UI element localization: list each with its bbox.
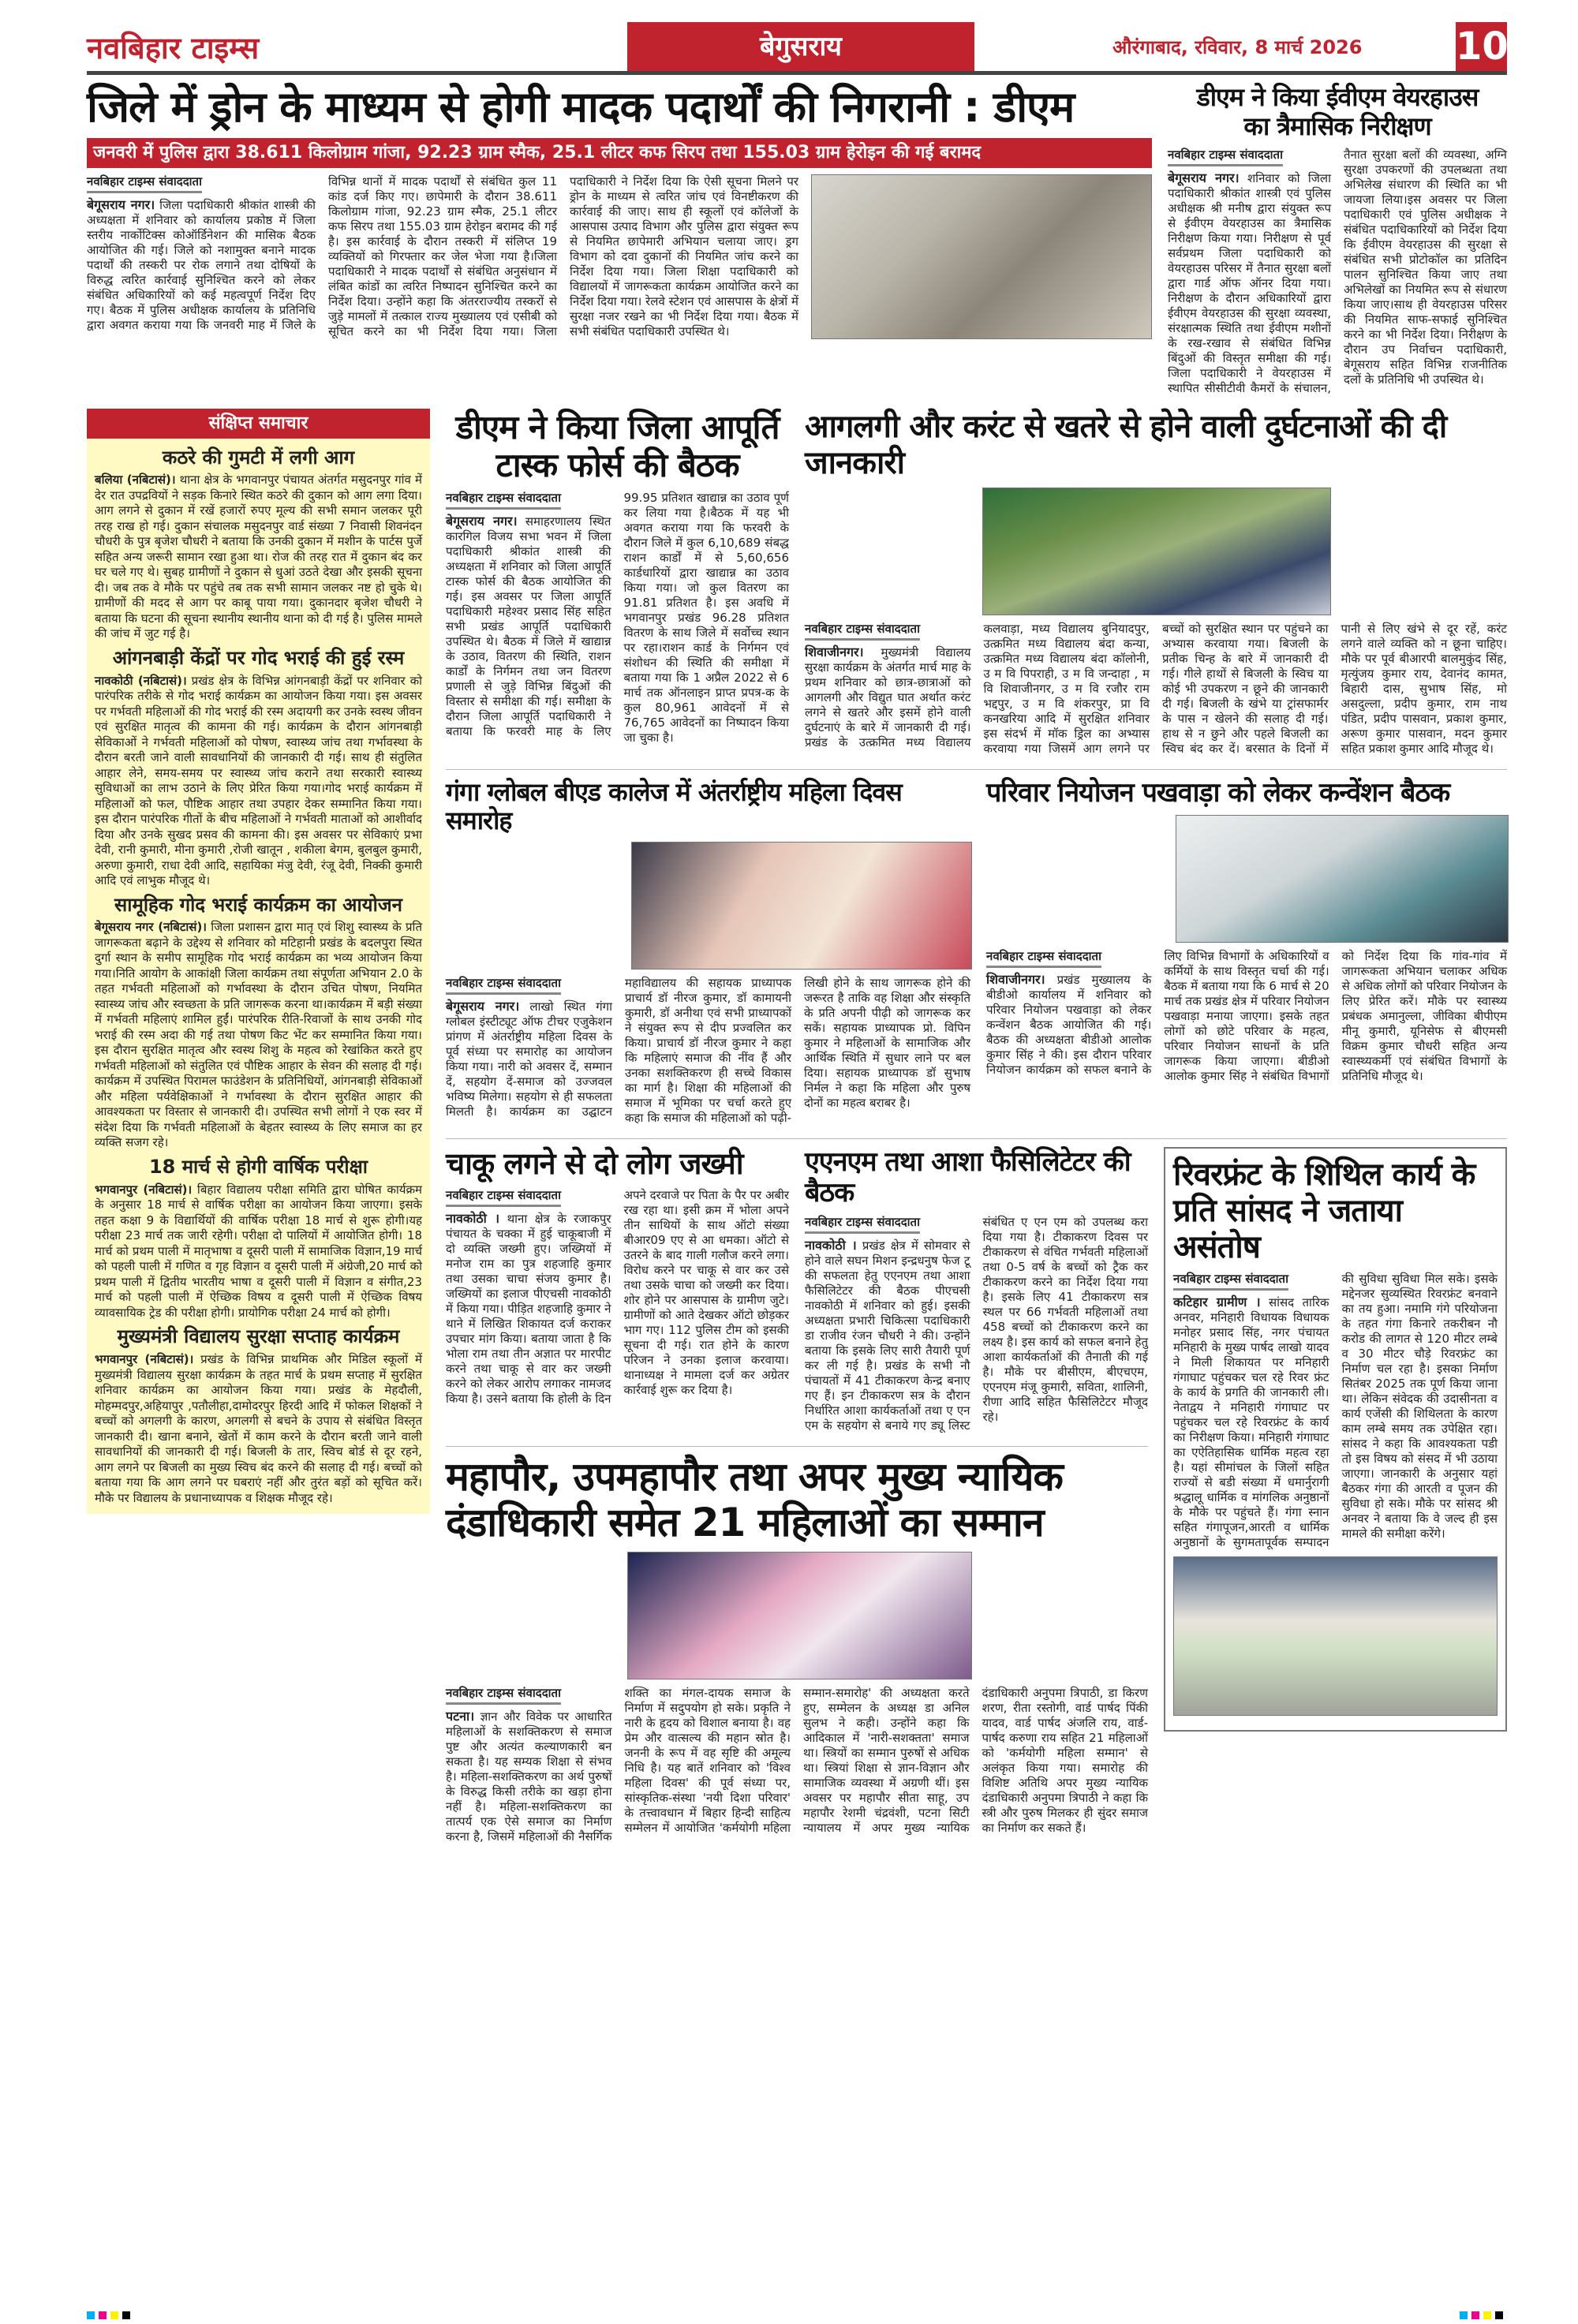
mayor-article [446,1686,1148,1844]
family-byline: नवबिहार टाइम्स संवाददाता [986,949,1101,968]
brief-item-body: प्रखंड के विभिन्न प्राथमिक और मिडिल स्कूलों में मुख्यमंत्री विद्यालय सुरक्षा कार्यक्रम के तहत मार्च के प्रथम सप्ताह में सुरक्षित शनिवार कार्यक्रम का आयोजन किया गया। प्रखंड के मेहदौली, मोहम्मदपुर,अहियापुर ,पतौलीहा,दामोदरपुर हिरदी आदि में फोकल शिक्षकों ने बच्चों को अगलगी के कारण, अगलगी से बचने के उपाय से संबंधित विस्तृत जानकारी दी। खाना बनाने, खेतों में काम करने के दौरान बरती जाने वाली सावधानियों की जानकारी दी गई। बिजली के तार, स्विच बोर्ड से दूर रहने, आग लगने पर बिजली का मुख्य स्विच बंद करने की सलाह दी गई। बच्चों को बताया गया कि आग लगने पर घबराएं नहीं और तुरंत बड़ों को सूचित करें। मौके पर विद्यालय के प्रधानाध्यापक व शिक्षक मौजूद रहे। [95,1352,422,1505]
brief-news-column [87,409,430,1514]
lead-byline: नवबिहार टाइम्स संवाददाता [87,174,202,193]
main-news-area [446,409,1507,1845]
brief-item-body: थाना क्षेत्र के भगवानपुर पंचायत अंतर्गत मसुदनपुर गांव में देर रात उपद्रवियों ने सड़क किनारे स्थित कठरे की दुकान को आग लगा दिया। आग लगने से दुकान में रखें हजारों रुपए मूल्य की सभी समान जलकर पूरी तरह राख हो गई। दुकान संचालक मसुदनपुर वार्ड संख्या 7 निवासी शिवनंदन चौधरी के पुत्र बृजेश चौधरी ने बताया कि उनकी दुकान में मशीन के पार्टस पुर्जे सहित अन्य जरूरी सामान रखा हुआ था। रोज की तरह रात में दुकान बंद कर घर चले गए थे। सुबह ग्रामीणों ने दुकान से धुआं उठते देखा और इसकी सूचना दी। जब तक वे मौके पर पहुंचे तब तक सभी सामान जलकर नष्ट हो चुके थे। ग्रामीणों की मदद से आग पर काबू पाया गया। दुकानदार बृजेश चौधरी ने बताया कि घटना की सूचना स्थानीय स्थानीय थाना को दी गई है। पुलिस मामले की जांच में जुट गई है। [95,473,422,641]
anm-byline: नवबिहार टाइम्स संवाददाता [805,1215,920,1234]
lead-article [87,174,1152,339]
riverfront-article [1173,1272,1498,1550]
supply-story [446,409,789,746]
lead-headline: जिले में ड्रोन के माध्यम से होगी मादक पदार्थों की निगरानी : डीएम [87,82,1075,132]
riverfront-photo [1173,1556,1498,1716]
ganga-headline: गंगा ग्लोबल बीएड कालेज में अंतर्राष्ट्रीय महिला दिवस समारोह [446,776,902,836]
evm-headline-line-1: डीएम ने किया ईवीएम वेयरहाउस [1196,82,1479,112]
ganga-byline: नवबिहार टाइम्स संवाददाता [446,976,561,995]
ganga-dateline: बेगूसराय नगर। [446,999,520,1014]
brief-item-dateline: भगवानपुर (नबिटासं)। [95,1182,193,1197]
lead-body: जिला पदाधिकारी श्रीकांत शास्त्री की अध्यक्षता में शनिवार को कार्यालय प्रकोष्ठ में जिला स्तरीय नार्कोटिक्स कोऑर्डिनेशन की मासिक बैठक आयोजित की गई। जिले को नशामुक्त बनाने मादक पदार्थों की तस्करी पर रोक लगाने तथा दोषियों के विरुद्ध त्वरित कार्रवाई सुनिश्चित करने को लेकर संबंधित अधिकारियों को कई महत्वपूर्ण निर्देश दिए गए। बैठक में पुलिस अधीक्षक कार्यालय के प्रतिनिधि द्वारा अवगत कराया गया कि जनवरी माह में जिले के विभिन्न थानों में मादक पदार्थों से संबंधित कुल 11 कांड दर्ज किए गए। छापेमारी के दौरान 38.611 किलोग्राम गांजा, 92.23 ग्राम स्मैक, 25.1 लीटर कफ सिरप तथा 155.03 ग्राम हेरोइन बरामद की गई है। इस कार्रवाई के दौरान तस्करी में संलिप्त 19 व्यक्तियों को गिरफ्तार कर जेल भेजा गया है।जिला पदाधिकारी ने मादक पदार्थों से संबंधित अनुसंधान में लंबित कांडों का त्वरित निष्पादन सुनिश्चित करने का निर्देश दिया। उन्होंने कहा कि अंतरराज्यीय तस्करों से जुड़े मामलों में तत्काल राज्य मुख्यालय एवं एसीबी को सूचित करने का भी निर्देश दिया गया। जिला पदाधिकारी ने निर्देश दिया कि ऐसी सूचना मिलने पर ड्रोन के माध्यम से त्वरित जांच एवं विनष्टीकरण की कार्रवाई की जाए। साथ ही स्कूलों एवं कॉलेजों के आसपास उत्पाद विभाग और पुलिस द्वारा संयुक्त रूप से नियमित छापेमारी अभियान चलाया जाए। ड्रग विभाग को दवा दुकानों की नियमित जांच करने का निर्देश दिया गया। जिला शिक्षा पदाधिकारी को विद्यालयों में जागरूकता कार्यक्रम आयोजित करने का निर्देश दिया गया। रेलवे स्टेशन एवं आसपास के क्षेत्रों में सुरक्षा नजर रखने का भी निर्देश दिया गया। बैठक में सभी संबंधित पदाधिकारी उपस्थित थे। [87,174,798,339]
evm-dateline: बेगूसराय नगर। [1168,170,1240,185]
brief-item-dateline: बलिया (नबिटासं)। [95,473,176,488]
fire-dateline: शिवाजीनगर। [805,644,864,659]
fire-byline: नवबिहार टाइम्स संवाददाता [805,622,920,641]
riverfront-byline: नवबिहार टाइम्स संवाददाता [1173,1272,1288,1291]
registration-mark [1483,2311,1491,2319]
knife-byline: नवबिहार टाइम्स संवाददाता [446,1188,561,1207]
fire-story [805,409,1507,757]
masthead [87,22,1507,71]
fire-headline: आगलगी और करंट से खतरे से होने वाली दुर्घटनाओं की दी जानकारी [805,408,1447,481]
news-row-2 [446,769,1507,1127]
newspaper-name: नवबिहार टाइम्स [87,31,260,65]
newspaper-page [87,0,1507,1860]
family-story [986,778,1507,1084]
registration-mark [1471,2311,1479,2319]
brief-item-body: जिला प्रशासन द्वारा मातृ एवं शिशु स्वास्थ्य के प्रति जागरूकता बढ़ाने के उद्देश्य से शनिवार को मटिहानी प्रखंड के बदलपुरा स्थित दुर्गा स्थान के समीप सामूहिक गोद भराई कार्यक्रम का भव्य आयोजन किया गया।निति आयोग के आकांक्षी जिला कार्यक्रम तथा संपूर्णता अभियान 2.0 के तहत गर्भवती महिलाओं को गर्भावस्था के दौरान उचित पोषण, नियमित स्वास्थ्य जांच और स्वच्छता के प्रति जागरूक करना था।कार्यक्रम में बड़ी संख्या में गर्भवती महिलाएं शामिल हुईं। पारंपरिक रीति-रिवाजों के साथ उनकी गोद भराई की रस्म अदा की गई तथा पोषण किट भेंट कर सम्मानित किया गया। इस दौरान सुरक्षित मातृत्व और स्वस्थ शिशु के महत्व को रेखांकित करते हुए गर्भवती महिलाओं को संतुलित एवं पौष्टिक आहार के सेवन की सलाह दी गई। कार्यक्रम में उपस्थित पिरामल फाउंडेशन के प्रतिनिधियों, आंगनबाड़ी सेविकाओं और महिला पर्यवेक्षिकाओं ने गर्भावस्था के दौरान सुरक्षित आहार की आवश्यकता पर विस्तार से जानकारी दी। उपस्थित सभी लोगों ने एक स्वर में संदेश दिया कि गर्भवती महिलाओं के बेहतर स्वास्थ्य के लिए समाज का हर व्यक्ति सजग रहे। [95,920,422,1150]
brief-item-body: बिहार विद्यालय परीक्षा समिति द्वारा घोषित कार्यक्रम के अनुसार 18 मार्च से वार्षिक परीक्षा का आयोजन किया जाएगा। इसके तहत कक्षा 9 के विद्यार्थियों की वार्षिक परीक्षा 18 मार्च से शुरू होगी।यह परीक्षा 23 मार्च तक जारी रहेगी। परीक्षा दो पालियों में आयोजित होगी। 18 मार्च को प्रथम पाली में मातृभाषा व दूसरी पाली में सामाजिक विज्ञान,19 मार्च को पहली पाली में गणित व गृह विज्ञान व दूसरी पाली में अंग्रेजी,20 मार्च को प्रथम पाली में द्वितीय भारतीय भाषा व दूसरी पाली में विज्ञान व संगीत,23 मार्च को पहली पाली में ऐच्छिक विषय व दूसरी पाली में ऐच्छिक विषय व्यावसायिक ट्रेड की परीक्षा होगी। प्रायोगिक परीक्षा 24 मार्च को होगी। [95,1182,422,1320]
brief-item [95,894,422,1151]
evm-headline-line-2: का त्रैमासिक निरीक्षण [1243,110,1431,141]
brief-item-body: प्रखंड क्षेत्र के विभिन्न आंगनबाड़ी केंद्रों पर शनिवार को पारंपरिक तरीके से गोद भराई कार्यक्रम का आयोजन किया गया। इस अवसर पर गर्भवती महिलाओं की गोद भराई की रस्म अदायगी कर उनके स्वस्थ जीवन एवं सुरक्षित मातृत्व की कामना की गई। कार्यक्रम के दौरान आंगनबाड़ी सेविकाओं ने गर्भवती महिलाओं को पोषण, स्वास्थ्य जांच तथा गर्भावस्था के दौरान बरती जाने वाली सावधानियों की जानकारी दी गई। साथ ही संतुलित आहार लेने, समय-समय पर स्वास्थ्य जांच कराने तथा सरकारी स्वास्थ्य सुविधाओं का लाभ उठाने के लिए प्रेरित किया गया।गोद भराई कार्यक्रम में महिलाओं को फल, पौष्टिक आहार तथा उपहार देकर सम्मानित किया गया। इस दौरान पारंपरिक गीतों के बीच महिलाओं ने गर्भवती माताओं को आशीर्वाद दिया और उनके सुखद प्रसव की कामना की। इस अवसर पर सेविकाएं प्रभा देवी, रानी कुमारी, मीना कुमारी ,रोजी खातून , शकीला बेगम, बुलबुल कुमारी, अरुणा कुमारी, राधा देवी आदि, सहायिका मंजु देवी, रंजू देवी, निक्की कुमारी आदि एवं लाभुक मौजूद थे। [95,673,422,888]
anm-article [805,1215,1148,1433]
riverfront-box [1164,1147,1507,1732]
lead-banner: जनवरी में पुलिस द्वारा 38.611 किलोग्राम गांजा, 92.23 ग्राम स्मैक, 25.1 लीटर कफ सिरप तथा 155.03 ग्राम हेरोइन की गई बरामद [87,138,1152,168]
knife-headline: चाकू लगने से दो लोग जख्मी [446,1146,743,1182]
family-headline: परिवार नियोजन पखवाड़ा को लेकर कन्वेंशन बैठक [986,776,1450,809]
evm-byline: नवबिहार टाइम्स संवाददाता [1168,148,1283,166]
riverfront-body: सांसद तारिक अनवर, मनिहारी विधायक विधायक मनोहर प्रसाद सिंह, नगर पंचायत मनिहारी के मुख्य पार्षद लाखो यादव ने मिली शिकायत पर मनिहारी गंगाघाट पहुंचकर चल रहे रिवर फ्रंट के कार्य के प्रगति की जानकारी ली। नेताद्वय ने मनिहारी गंगाघाट पर पहुंचकर चल रहे रिवरफ्रंट के कार्य का निरीक्षण किया। मनिहारी गंगाघाट का एऐतिहासिक धार्मिक महत्व रहा है। यहां सीमांचल के जिलों सहित राज्यों से बडी संख्या में धमार्नुरागी श्रद्धालू धार्मिक व मांगलिक अनुष्ठानों के मौके पर पहुंचते हैं। गंगा स्नान सहित गंगापूजन,आरती व धार्मिक अनुष्ठानों के सुगमतापूर्वक सम्पादन की सुविधा सुविधा मिल सके। इसके मद्देनजर सुव्यस्थित रिवरफ्रंट बनवाने का तय हुआ। नमामि गंगे परियोजना के तहत गंगा किनारे तकरीबन नौ करोड की लागत से 120 मीटर लम्बे व 30 मीटर चौड़े रिवरफ्रंट का निर्माण चल रहा है। इसका निर्माण सितंबर 2025 तक पूर्ण किया जाना था। लेकिन संवेदक की उदासीनता व कार्य एजेंसी की शिथिलता के कारण काम लम्बे समय तक उपेक्षित रहा। सांसद ने कहा कि आवश्यकता पडी तो इस विषय को संसद में भी उठाया जाएगा। जानकारी के अनुसार यहां बैठकर गंगा की आरती व पूजन की सुविधा हो सके। मौके पर सांसद श्री अनवर ने बताया कि वे जल्द ही इस मामले की समीक्षा करेंगे। [1173,1272,1498,1550]
page-number: 10 [1456,22,1507,71]
family-photo [1176,815,1509,943]
riverfront-dateline: कटिहार ग्रामीण । [1173,1295,1261,1310]
anm-headline: एएनएम तथा आशा फैसिलिटेटर की बैठक [805,1146,1131,1209]
row-3-left [446,1147,1148,1844]
knife-anm-row [446,1147,1148,1433]
lead-body-columns [87,174,798,339]
brief-news-list [87,439,430,1514]
mayor-headline: महापौर, उपमहापौर तथा अपर मुख्य न्यायिक दंडाधिकारी समेत 21 महिलाओं का सम्मान [446,1454,1063,1545]
registration-mark [1495,2311,1503,2319]
brief-item-dateline: बेगूसराय नगर (नबिटासं)। [95,920,207,935]
registration-mark [110,2311,118,2319]
anm-story [805,1147,1148,1433]
evm-article [1168,148,1507,396]
fire-photo [982,488,1331,615]
anm-body: प्रखंड क्षेत्र में सोमवार से होने वाले सघन मिशन इन्द्रधनुष फेज टू की सफलता हेतु एएनएम तथा आशा फैसिलिटेटर की बैठक पीएचसी नावकोठी में शनिवार को हुई। इसकी अध्यक्षता प्रभारी चिकित्सा पदाधिकारी डा राजीव रंजन चौधरी ने की। उन्होंने बताया कि इसके लिए सारी तैयारी पूर्ण कर ली गई है। प्रखंड के सभी नौ पंचायतों में 41 टीकाकरण केन्द्र बनाए गए हैं। इन टीकाकरण सत्र के दौरान निर्धारित आशा कार्यकर्ताओं तथा ए एन एम के सहयोग से बनाये गए ड्यू लिस्ट संबंधित ए एन एम को उपलब्ध करा दिया गया है। टीकाकरण दिवस पर टीकाकरण से वंचित गर्भवती महिलाओं तथा 0-5 वर्ष के बच्चों को ट्रैक कर टीकाकरण करने का निर्देश दिया गया है। इसके लिए 41 टीकाकरण सत्र स्थल पर 66 गर्भवती महिलाओं तथा 458 बच्चों को टीकाकरण करने का लक्ष्य है। इस कार्य को सफल बनाने हेतु आशा कार्यकर्ताओं की तैनाती की गई है। मौके पर बीसीएम, बीएचएम, एएनएम मंजू कुमारी, सविता, शालिनी, रीणा आदि सहित फैसिलिटेटर मौजूद रहे। [805,1215,1148,1433]
knife-story [446,1147,789,1407]
brief-item [95,446,422,642]
family-article [986,949,1507,1084]
brief-item-title: मुख्यमंत्री विद्यालय सुरक्षा सप्ताह कार्यक्रम [117,1325,400,1348]
registration-mark [87,2311,95,2319]
evm-body: शनिवार को जिला पदाधिकारी श्रीकांत शास्त्री एवं पुलिस अधीक्षक श्री मनीष द्वारा संयुक्त रूप से ईवीएम वेयरहाउस का त्रैमासिक निरीक्षण किया गया। निरीक्षण से पूर्व सर्वप्रथम जिला पदाधिकारी को वेयरहाउस परिसर में तैनात सुरक्षा बलों द्वारा गार्ड ऑफ ऑनर दिया गया। निरीक्षण के दौरान अधिकारियों द्वारा ईवीएम वेयरहाउस की सुरक्षा व्यवस्था, संरक्षात्मक स्थिति तथा ईवीएम मशीनों के रख-रखाव से संबंधित विभिन्न बिंदुओं की विस्तृत समीक्षा की गई।जिला पदाधिकारी ने वेयरहाउस में स्थापित सीसीटीवी कैमरों के संचालन, तैनात सुरक्षा बलों की व्यवस्था, अग्नि सुरक्षा उपकरणों की उपलब्धता तथा अभिलेख संधारण की स्थिति का भी जायजा लिया।इस अवसर पर जिला पदाधिकारी एवं पुलिस अधीक्षक ने संबंधित पदाधिकारियों को निर्देश दिया कि ईवीएम वेयरहाउस की सुरक्षा से संबंधित सभी प्रोटोकॉल का प्रतिदिन पालन सुनिश्चित किया जाए तथा अभिलेखों का नियमित रूप से संधारण किया जाए।साथ ही वेयरहाउस परिसर की नियमित साफ-सफाई सुनिश्चित करने का भी निर्देश दिया। निरीक्षण के दौरान उप निर्वाचन पदाधिकारी, बेगूसराय सहित विभिन्न राजनीतिक दलों के प्रतिनिधि भी उपस्थित थे। [1168,147,1507,395]
brief-item-title: कठरे की गुमटी में लगी आग [162,446,355,469]
lower-section [87,409,1507,1845]
fire-body: मुख्यमंत्री विद्यालय सुरक्षा कार्यक्रम के अंतर्गत मार्च माह के प्रथम शनिवार को छात्र-छात्राओं को आगलगी और विद्युत घात अर्थात करंट लगने से खतरे और इसमें होने वाली दुर्घटनाएं के बारे में जानकारी दी गई। प्रखंड के उत्क्रमित मध्य विद्यालय कलवाड़ा, मध्य विद्यालय बुनियादपुर, उत्क्रमित मध्य विद्यालय बंदा कन्या, उत्क्रमित मध्य विद्यालय बंदा कॉलोनी, उ म वि पिपराही, उ म वि जन्दाहा , म वि शिवाजीनगर, उ म वि रजौर राम भद्दपुर, उ म वि शंकरपुर, प्रा वि कनखरिया आदि में सुरक्षित शनिवार इस संदर्भ में मॉक ड्रिल का अभ्यास करवाया गया जिसमें आग लगने पर बच्चों को सुरक्षित स्थान पर पहुंचने का अभ्यास करवाया गया। बिजली के प्रतीक चिन्ह के बारे में जानकारी दी गई। गीले हाथों से बिजली के स्विच या कोई भी उपकरण न छूने की जानकारी दी गई। बिजली के खंभे या ट्रांसफार्मर के पास न खेलने की सलाह दी गई। हाथ से न छुने और पहले बिजली का स्विच बंद कर दें। बरसात के दिनों में पानी से लिए खंभे से दूर रहें, करंट लगने वाले व्यक्ति को न छूना चाहिए। मौके पर पूर्व बीआरपी बालमुकुंद सिंह, मृत्युंजय कुमार राय, देवानंद कामत, बिहारी दास, सुभाष सिंह, मो असदुल्ला, प्रदीप कुमार, राम नाथ पंडित, प्रदीप पासवान, प्रकाश कुमार, अरूण कुमार पासवान, मदन कुमार सहित प्रकाश कुमार आदि मौजूद थे। [805,621,1507,756]
ganga-photo [631,842,972,970]
brief-item [95,1325,422,1506]
brief-item-dateline: भगवानपुर (नबिटासं)। [95,1352,194,1367]
news-row-3 [446,1138,1507,1844]
mayor-dateline: पटना। [446,1709,475,1724]
mayor-byline: नवबिहार टाइम्स संवाददाता [446,1686,561,1705]
supply-dateline: बेगूसराय नगर। [446,514,518,529]
brief-item [95,1156,422,1321]
top-section [87,83,1507,396]
registration-mark [1460,2311,1468,2319]
mayor-photo [627,1552,972,1679]
ganga-body: लाखो स्थित गंगा ग्लोबल इंस्टीट्यूट ऑफ टीचर एजुकेशन प्रांगण में अंतर्राष्ट्रीय महिला दिवस के पूर्व संध्या पर समारोह का आयोजन किया गया। नारी को अवसर दें, सम्मान दें, सहयोग दें-समाज को उज्जवल भविष्य मिलेगा। सहयोग से ही सफलता मिलती है। कार्यक्रम का उद्घाटन महाविद्यालय की सहायक प्राध्यापक प्राचार्य डॉ नीरज कुमार, डॉ कामायनी कुमारी, डॉ अनीथा एवं सभी प्राध्यापकों ने संयुक्त रूप से दीप प्रज्वलित कर किया। प्राचार्य डॉ नीरज कुमार ने कहा कि महिलाएं समाज की नींव हैं और उनका सशक्तिकरण ही सच्चे विकास का मार्ग है। शिक्षा की महिलाओं की समाज में भूमिका पर चर्चा करते हुए कहा कि समाज की महिलाओं को पढ़ी-लिखी होने के साथ जागरूक होने की जरूरत है ताकि वह शिक्षा और संस्कृति के प्रति अपनी पीढ़ी को जागरूक कर सकें। सहायक प्राध्यापक प्रो. विपिन कुमार ने महिलाओं के सामाजिक और आर्थिक स्थिति में सुधार लाने पर बल दिया। सहायक प्राध्यापक डॉ सुभाष निर्मल ने कहा कि महिला और पुरुष दोनों का महत्व बराबर है। [446,976,970,1126]
brief-item-title: आंगनबाड़ी केंद्रों पर गोद भराई की हुई रस्म [112,646,405,669]
supply-headline: डीएम ने किया जिला आपूर्ति टास्क फोर्स की बैठक [455,407,780,484]
ganga-article [446,976,970,1126]
supply-body: समाहरणालय स्थित कारगिल विजय सभा भवन में जिला पदाधिकारी श्रीकांत शास्त्री की अध्यक्षता में शनिवार को जिला आपूर्ति टास्क फोर्स की बैठक आयोजित की गई। इस अवसर पर जिला आपूर्ति पदाधिकारी महेश्वर प्रसाद सिंह सहित सभी प्रखंड आपूर्ति पदाधिकारी उपस्थित थे। बैठक में जिले में खाद्यान्न के उठाव, वितरण की स्थिति, राशन कार्डों के निर्गमन तथा जन वितरण प्रणाली से जुड़े विभिन्न बिंदुओं की विस्तार से समीक्षा की गई। समीक्षा के दौरान जिला आपूर्ति पदाधिकारी ने बताया कि फरवरी माह के लिए 99.95 प्रतिशत खाद्यान्न का उठाव पूर्ण कर लिया गया है।बैठक में यह भी अवगत कराया गया कि फरवरी के दौरान जिले में कुल 6,10,689 संबद्ध राशन कार्डों में से 5,60,656 कार्डधारियों द्वारा खाद्यान्न का उठाव किया गया। जो कुल वितरण का 91.81 प्रतिशत है। इस अवधि में भगवानपुर प्रखंड 96.28 प्रतिशत वितरण के साथ जिले में सर्वोच्च स्थान पर रहा।राशन कार्ड के निर्गमन एवं संशोधन की स्थिति की समीक्षा में बताया गया कि 1 अप्रैल 2022 से 6 मार्च तक ऑनलाइन प्राप्त प्रपत्र-क के कुल 80,961 आवेदनों में से 76,765 आवेदनों का निष्पादन किया जा चुका है। [446,491,789,745]
issue-date: औरंगाबाद, रविवार, 8 मार्च 2026 [1112,36,1363,58]
lead-story [87,83,1152,339]
registration-mark [122,2311,130,2319]
brief-news-header: संक्षिप्त समाचार [87,409,430,439]
brief-item-dateline: नावकोठी (नबिटासं)। [95,673,187,688]
lead-photo [811,174,1152,339]
brief-item-title: सामूहिक गोद भराई कार्यक्रम का आयोजन [114,893,402,916]
brief-item [95,647,422,889]
fire-article [805,622,1507,757]
evm-story [1168,83,1507,396]
family-dateline: शिवाजीनगर। [986,971,1045,987]
evm-headline [1168,83,1507,141]
mayor-body: ज्ञान और विवेक पर आधारित महिलाओं के सशक्तिकरण से समाज पुष्ट और अत्यंत कल्याणकारी बन सकता है। यह सम्यक शिक्षा से संभव है। महिला-सशक्तिकरण का अर्थ पुरुषों के विरुद्ध किसी तरीके का खड़ा होना नहीं है। महिला-सशक्तिकरण का तात्पर्य एक ऐसे समाज का निर्माण करना है, जिसमें महिलाओं की नैसर्गिक शक्ति का मंगल-दायक समाज के निर्माण में सदुपयोग हो सके। प्रकृति ने नारी के हृदय को विशाल बनाया है। वह प्रेम और वात्सल्य की महान स्रोत है। जननी के रूप में वह सृष्टि की अमूल्य निधि है। यह बातें शनिवार को 'विश्व महिला दिवस' की पूर्व संध्या पर, सांस्कृतिक-संस्था 'नयी दिशा परिवार' के तत्त्वावधान में बिहार हिन्दी साहित्य सम्मेलन में आयोजित 'कर्मयोगी महिला सम्मान-समारोह' की अध्यक्षता करते हुए, सम्मेलन के अध्यक्ष डा अनिल सुलभ ने कही। उन्होंने कहा कि आदिकाल में 'नारी-सशक्तता' समाज था। स्त्रियों का सम्मान पुरुषों से अधिक था। स्त्रियां शिक्षा से ज्ञान-विज्ञान और सामाजिक व्यवस्था में अग्रणी थीं। इस अवसर पर महापौर सीता साहू, उप महापौर रेशमी चंद्रवंशी, पटना सिटी न्यायालय में अपर मुख्य न्यायिक दंडाधिकारी अनुपमा त्रिपाठी, डा किरण शरण, रीता रस्तोगी, वार्ड पार्षद पिंकी यादव, वार्ड पार्षद अंजलि राय, वार्ड-पार्षद करुणा राय सहित 21 महिलाओं को 'कर्मयोगी महिला सम्मान' से अलंकृत किया गया। समारोह की विशिष्ट अतिथि अपर मुख्य न्यायिक दंडाधिकारी अनुपमा त्रिपाठी ने कहा कि स्त्री और पुरुष मिलकर ही सुंदर समाज का निर्माण कर सकते हैं। [446,1686,1148,1844]
registration-mark [99,2311,107,2319]
masthead-rule [87,71,1507,75]
riverfront-headline: रिवरफ्रंट के शिथिल कार्य के प्रति सांसद ने जताया असंतोष [1173,1156,1475,1266]
supply-byline: नवबिहार टाइम्स संवाददाता [446,491,561,510]
supply-article [446,491,789,745]
knife-article [446,1188,789,1407]
mayor-story [446,1446,1148,1844]
anm-dateline: नावकोठी । [805,1238,857,1254]
brief-item-title: 18 मार्च से होगी वार्षिक परीक्षा [148,1155,368,1178]
news-row-1 [446,409,1507,757]
ganga-story [446,778,970,1127]
family-body: प्रखंड मुख्यालय के बीडीओ कार्यालय में शनिवार को परिवार नियोजन पखवाड़ा को लेकर कन्वेंशन बैठक आयोजित की गई। बैठक की अध्यक्षता बीडीओ आलोक कुमार सिंह ने की। इस दौरान परिवार नियोजन कार्यक्रम को सफल बनाने के लिए विभिन्न विभागों के अधिकारियों व कर्मियों के साथ विस्तृत चर्चा की गई। बैठक में बताया गया कि 6 मार्च से 20 मार्च तक प्रखंड क्षेत्र में परिवार नियोजन पखवाड़ा मनाया जाएगा। इसके तहत लोगों को छोटे परिवार के महत्व, परिवार नियोजन साधनों के प्रति जागरूक किया जाएगा। बीडीओ आलोक कुमार सिंह ने संबंधित विभागों को निर्देश दिया कि गांव-गांव में जागरूकता अभियान चलाकर अधिक से अधिक लोगों को परिवार नियोजन के लिए प्रेरित करें। मौके पर स्वास्थ्य प्रबंधक अमानुल्ला, जीविका बीपीएम मीनू कुमारी, यूनिसेफ से बीएमसी विक्रम कुमार चौधरी सहित अन्य स्वास्थ्यकर्मी एवं संबंधित विभागों के प्रतिनिधि मौजूद थे। [986,948,1507,1083]
lead-dateline: बेगूसराय नगर। [87,197,155,213]
knife-dateline: नावकोठी । [446,1210,500,1226]
edition-label: बेगुसराय [627,22,974,71]
knife-body: थाना क्षेत्र के रजाकपुर पंचायत के चक्का में हुई चाकूबाजी में दो व्यक्ति जख्मी हुए। जख्मियों में मनोज राम का पुत्र शहजाहि कुमार तथा उसका चाचा संजय कुमार है। जख्मियों का इलाज पीएचसी नावकोठी में किया गया। पीड़ित शहजाहि कुमार ने थाने में लिखित शिकायत दर्ज कराकर उपचार मांग किया। बताया जाता है कि भोला राम तथा तीन अज्ञात पर मारपीट करने तथा चाकू से वार कर जख्मी करने को लेकर आरोप लगाकर नामजद किया है। उसने बताया कि होली के दिन अपने दरवाजे पर पिता के पैर पर अबीर रख रहा था। इसी क्रम में भोला अपने तीन साथियों के साथ ऑटो संख्या बीआर09 एए से आ धमका। ऑटो से उतरने के बाद गाली गलौज करने लगा। विरोध करने पर चाकू से वार कर उसे तथा उसके चाचा को जख्मी कर दिया। शोर होने पर आसपास के ग्रामीण जुटे। ग्रामीणों को आते देखकर ऑटो छोड़कर भाग गए। 112 पुलिस टीम को इसकी सूचना दी गई। रात होने के कारण परिजन ने उनका इलाज करवाया। थानाध्यक्ष ने मामला दर्ज कर अग्रेतर कार्रवाई शुरू कर दिया है। [446,1187,790,1406]
